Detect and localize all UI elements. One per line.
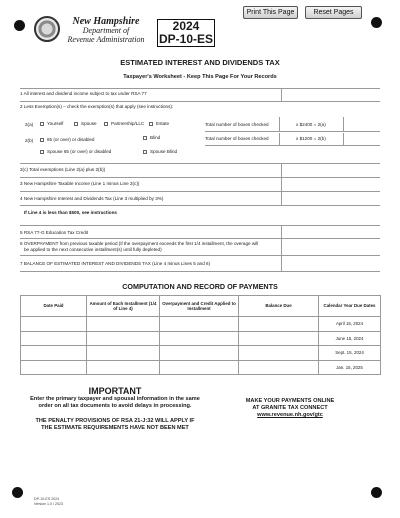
print-page-button[interactable]: Print This Page — [243, 6, 298, 19]
line-2b-count-input[interactable] — [279, 133, 280, 145]
estate-option-label: Estate — [156, 121, 170, 126]
table-row — [21, 317, 381, 332]
spouse-checkbox[interactable] — [74, 122, 78, 126]
table-row — [21, 346, 381, 361]
line-2a-amount-input[interactable] — [343, 117, 344, 131]
overpayment-cell[interactable] — [160, 331, 239, 346]
date-paid-cell[interactable] — [21, 331, 87, 346]
overpayment-cell[interactable] — [160, 346, 239, 361]
col-installment: Amount of Each Installment (1/4 of Line 4) — [87, 296, 160, 317]
agency-line-3: Revenue Administration — [67, 35, 145, 44]
online-line-1: MAKE YOUR PAYMENTS ONLINE — [245, 398, 335, 404]
line-6-label: 6 OVERPAYMENT from previous taxable period (if the overpayment exceeds the first 1/4 installment, the overage will — [20, 241, 259, 246]
agency-line-2: Department of — [82, 26, 130, 35]
line-2-label: 2 Less Exemption(s) – check the exemption(s) that apply (see instructions): — [20, 104, 174, 109]
table-row — [21, 360, 381, 375]
col-due-dates: Calendar Year Due Dates — [319, 296, 381, 317]
installment-cell[interactable] — [87, 331, 160, 346]
line-7-input[interactable] — [281, 255, 282, 271]
installment-cell[interactable] — [87, 317, 160, 332]
line-3-input[interactable] — [281, 177, 282, 191]
line-1-input[interactable] — [281, 88, 282, 102]
col-balance-due: Balance Due — [239, 296, 319, 317]
punch-hole-bottom-left — [12, 487, 23, 498]
line-5-input[interactable] — [281, 225, 282, 238]
punch-hole-top-left — [14, 20, 25, 31]
line-6-input[interactable] — [281, 238, 282, 255]
yourself-checkbox[interactable] — [40, 122, 44, 126]
punch-hole-bottom-right — [371, 487, 382, 498]
balance-cell[interactable] — [239, 317, 319, 332]
age65-checkbox[interactable] — [40, 138, 44, 142]
partnership-option-label: Partnership/LLC — [111, 121, 145, 126]
agency-line-1: New Hampshire — [72, 16, 140, 27]
installment-cell[interactable] — [87, 360, 160, 375]
online-line-2: AT GRANITE TAX CONNECT — [252, 405, 328, 411]
gtc-link[interactable]: www.revenue.nh.gov/gtc — [257, 412, 323, 418]
date-paid-cell[interactable] — [21, 317, 87, 332]
form-code: DP-10-ES 2024 — [34, 497, 60, 501]
spouse65-option-label: Spouse 65 (or over) or disabled — [47, 149, 112, 154]
line-2a-label: 2(a) — [25, 122, 34, 127]
col-date-paid: Date Paid — [21, 296, 87, 317]
installment-cell[interactable] — [87, 346, 160, 361]
line-5-label: 5 RSA 77-G Education Tax Credit — [20, 230, 89, 235]
line-3-label: 3 New Hampshire Taxable Income (Line 1 minus Line 2(c)) — [20, 181, 140, 186]
important-heading: IMPORTANT — [88, 386, 142, 396]
spouse-blind-option-label: Spouse Blind — [150, 149, 178, 154]
punch-hole-top-right — [371, 17, 382, 28]
line-1-label: 1 All interest and dividend income subject to tax under RSA 77 — [20, 91, 147, 96]
blind-checkbox[interactable] — [143, 136, 147, 140]
form-year: 2024 — [172, 19, 200, 33]
form-title: ESTIMATED INTEREST AND DIVIDENDS TAX — [120, 58, 280, 67]
state-seal-icon — [34, 16, 60, 42]
balance-cell[interactable] — [239, 331, 319, 346]
due-date-cell: June 15, 2024 — [319, 331, 381, 346]
worksheet-subtitle: Taxpayer's Worksheet - Keep This Page For Your Records — [123, 74, 277, 80]
blind-option-label: Blind — [150, 135, 161, 140]
form-number: DP-10-ES — [158, 32, 214, 46]
reset-pages-button[interactable]: Reset Pages — [305, 6, 362, 19]
line-2b-label: 2(b) — [25, 138, 34, 143]
spouse-option-label: Spouse — [81, 121, 97, 126]
date-paid-cell[interactable] — [21, 346, 87, 361]
col-overpayment: Overpayment and Credit Applied to Installment — [160, 296, 239, 317]
agency-name — [62, 17, 150, 44]
line-7-label: 7 BALANCE OF ESTIMATED INTEREST AND DIVIDENDS TAX (Line 4 minus Lines 5 and 6) — [20, 261, 211, 266]
estate-checkbox[interactable] — [149, 122, 153, 126]
payments-header-row — [21, 296, 381, 317]
line-2a-boxes-label: Total number of boxes checked — [205, 122, 269, 127]
due-date-cell: Jan. 15, 2025 — [319, 360, 381, 375]
payments-title: COMPUTATION AND RECORD OF PAYMENTS — [122, 282, 278, 291]
line-4-input[interactable] — [281, 191, 282, 205]
payments-table — [20, 295, 381, 375]
penalty-note: THE PENALTY PROVISIONS OF RSA 21-J:32 WILL APPLY IF THE ESTIMATE REQUIREMENTS HAVE NOT BEEN MET — [35, 418, 195, 431]
form-version: Version 1.0 / 2023 — [34, 502, 63, 506]
partnership-checkbox[interactable] — [104, 122, 108, 126]
line-4-label: 4 New Hampshire Interest and Dividends Tax (Line 3 multiplied by 3%) — [20, 196, 164, 201]
balance-cell[interactable] — [239, 360, 319, 375]
line-2b-boxes-label: Total number of boxes checked — [205, 136, 269, 141]
date-paid-cell[interactable] — [21, 360, 87, 375]
age65-option-label: 65 (or over) or disabled — [47, 137, 95, 142]
line-2b-amount-input[interactable] — [343, 133, 344, 145]
line-2c-label: 2(c) Total exemptions (Line 2(a) plus 2(b)) — [20, 167, 106, 172]
form-id-box — [157, 19, 215, 47]
line-2a-calc-label: x $2400 = 2(a) — [296, 122, 326, 127]
line-6-label-cont: be applied to the next consecutive installment(s) until fully depleted) — [24, 247, 162, 252]
line-2b-calc-label: x $1200 = 2(b) — [296, 136, 326, 141]
due-date-cell: April 15, 2024 — [319, 317, 381, 332]
spouse-blind-checkbox[interactable] — [143, 150, 147, 154]
yourself-option-label: Yourself — [47, 121, 64, 126]
due-date-cell: Sept. 15, 2024 — [319, 346, 381, 361]
important-note: Enter the primary taxpayer and spousal information in the same order on all tax documents to avoid delays in processing. — [30, 396, 200, 409]
spouse65-checkbox[interactable] — [40, 150, 44, 154]
overpayment-cell[interactable] — [160, 360, 239, 375]
line-2a-count-input[interactable] — [279, 117, 280, 131]
line-2c-input[interactable] — [281, 163, 282, 177]
overpayment-cell[interactable] — [160, 317, 239, 332]
table-row — [21, 331, 381, 346]
balance-cell[interactable] — [239, 346, 319, 361]
line-4-note: If Line 4 is less than $500, see instructions — [24, 210, 117, 215]
